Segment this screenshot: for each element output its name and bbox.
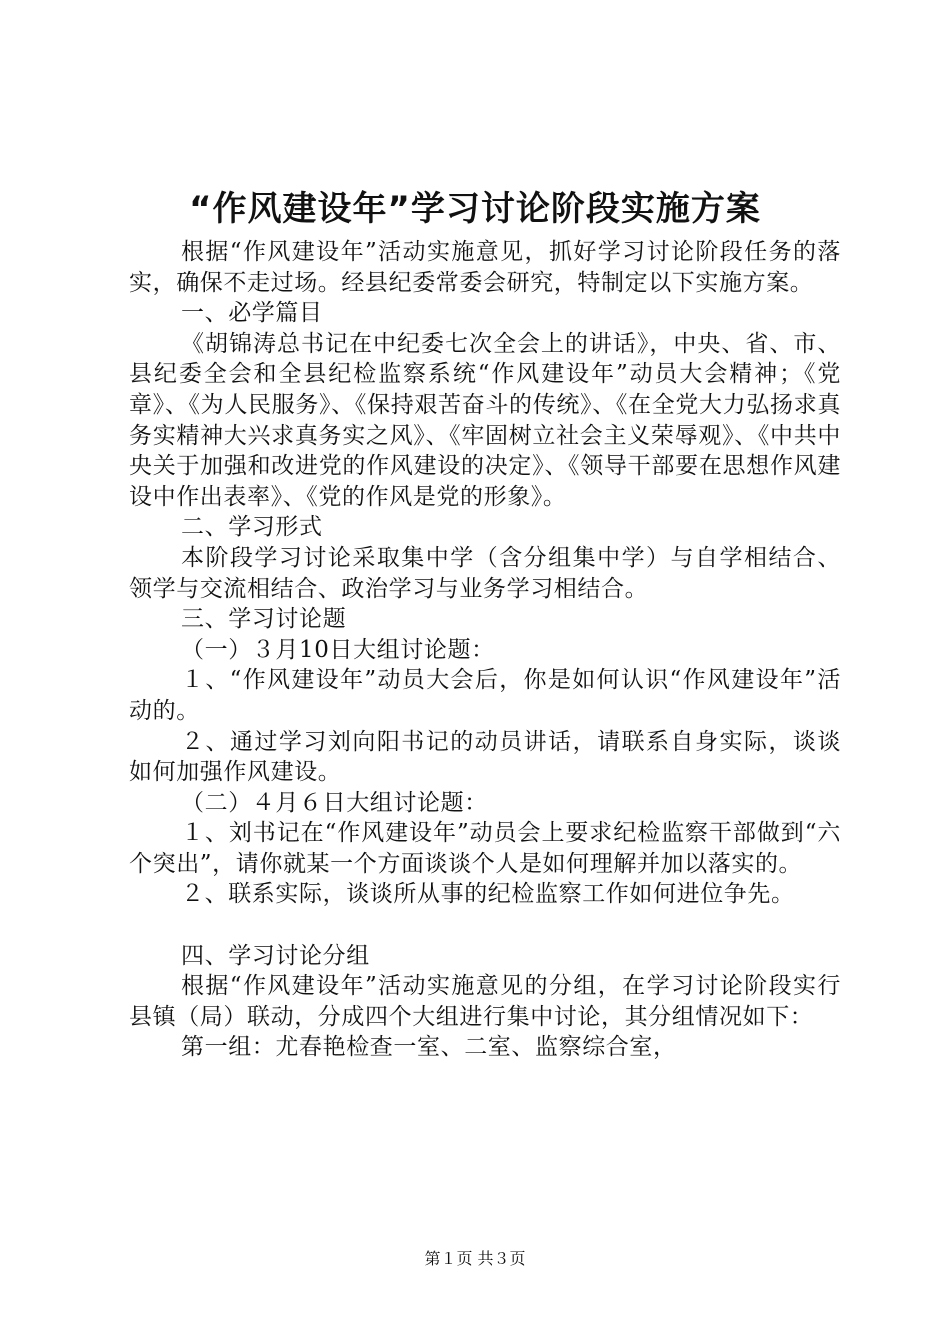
march-topic-1: １、“作风建设年”动员大会后，你是如何认识“作风建设年”活动的。 bbox=[129, 667, 841, 724]
study-format-paragraph: 本阶段学习讨论采取集中学（含分组集中学）与自学相结合、领学与交流相结合、政治学习与业务学习相结合。 bbox=[129, 544, 841, 602]
grouping-paragraph: 根据“作风建设年”活动实施意见的分组，在学习讨论阶段实行县镇（局）联动，分成四个大组进行集中讨论，其分组情况如下： bbox=[129, 973, 841, 1030]
section-heading-discussion-topics: 三、学习讨论题 bbox=[181, 606, 347, 633]
intro-paragraph: 根据“作风建设年”活动实施意见，抓好学习讨论阶段任务的落实，确保不走过场。经县纪委常委会研究，特制定以下实施方案。 bbox=[129, 239, 841, 296]
subheading-april-topics: （二）４月６日大组讨论题： bbox=[181, 789, 488, 816]
april-topic-2: ２、联系实际，谈谈所从事的纪检监察工作如何进位争先。 bbox=[181, 881, 795, 908]
required-readings-paragraph: 《胡锦涛总书记在中纪委七次全会上的讲话》，中央、省、市、县纪委全会和全县纪检监察系统“作风建设年”动员大会精神；《党章》、《为人民服务》、《保持艰苦奋斗的传统》、《在全党大力弘扬求真务实精神大兴求真务实之风》、《牢固树立社会主义荣辱观》、《中共中央关于加强和改进党的作风建设的决定》、《领导干部要在思想作风建设中作出表率》、《党的作风是党的形象》。 bbox=[129, 330, 841, 510]
section-heading-required-readings: 一、必学篇目 bbox=[181, 300, 323, 327]
document-body bbox=[129, 237, 841, 1063]
page-footer: 第１页 共３页 bbox=[424, 1249, 526, 1268]
section-heading-study-format: 二、学习形式 bbox=[181, 514, 323, 541]
march-topic-2: ２、通过学习刘向阳书记的动员讲话，请联系自身实际，谈谈如何加强作风建设。 bbox=[129, 728, 841, 786]
april-topic-1: １、刘书记在“作风建设年”动员会上要求纪检监察干部做到“六个突出”，请你就某一个方面谈谈个人是如何理解并加以落实的。 bbox=[129, 820, 841, 877]
subheading-march-topics: （一）３月10日大组讨论题： bbox=[181, 636, 495, 663]
group-one-line: 第一组：尤春艳检查一室、二室、监察综合室， bbox=[181, 1034, 677, 1061]
section-heading-discussion-groups: 四、学习讨论分组 bbox=[181, 942, 370, 969]
paragraph-spacer bbox=[129, 910, 841, 941]
document-title: “作风建设年”学习讨论阶段实施方案 bbox=[189, 189, 761, 229]
